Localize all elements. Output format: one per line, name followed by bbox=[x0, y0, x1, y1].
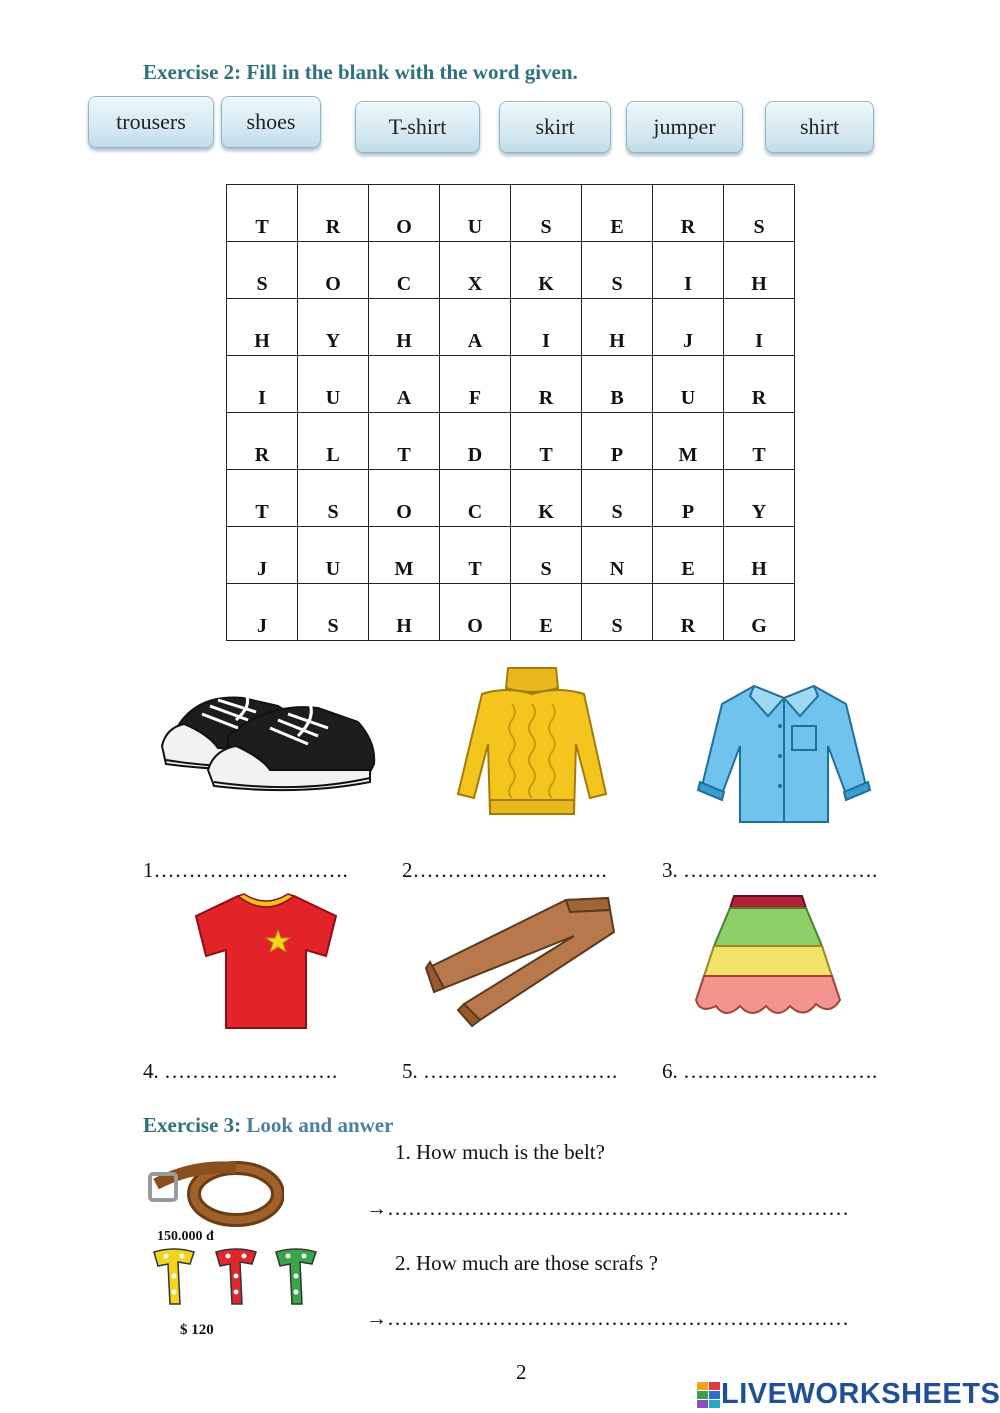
grid-cell[interactable]: U bbox=[653, 356, 724, 413]
grid-cell[interactable]: J bbox=[227, 527, 298, 584]
belt-picture bbox=[144, 1150, 284, 1232]
trousers-picture bbox=[424, 892, 620, 1032]
grid-cell[interactable]: M bbox=[653, 413, 724, 470]
grid-cell[interactable]: R bbox=[227, 413, 298, 470]
grid-cell[interactable]: T bbox=[227, 185, 298, 242]
answer-line-1[interactable]: →………………………………………………………… bbox=[366, 1196, 849, 1220]
grid-cell[interactable]: R bbox=[298, 185, 369, 242]
question-2: 2. How much are those scrafs ? bbox=[395, 1251, 658, 1275]
grid-row bbox=[227, 242, 795, 299]
grid-cell[interactable]: O bbox=[298, 242, 369, 299]
shoes-picture bbox=[158, 676, 380, 806]
grid-cell[interactable]: U bbox=[298, 527, 369, 584]
blank-3[interactable]: 3. ………………………. bbox=[662, 858, 878, 882]
grid-cell[interactable]: Y bbox=[298, 299, 369, 356]
word-search-grid bbox=[226, 184, 795, 641]
grid-cell[interactable]: I bbox=[227, 356, 298, 413]
grid-cell[interactable]: S bbox=[582, 584, 653, 641]
grid-cell[interactable]: T bbox=[440, 527, 511, 584]
question-1: 1. How much is the belt? bbox=[395, 1140, 605, 1164]
grid-cell[interactable]: P bbox=[653, 470, 724, 527]
grid-cell[interactable]: R bbox=[653, 584, 724, 641]
grid-row bbox=[227, 356, 795, 413]
grid-cell[interactable]: J bbox=[653, 299, 724, 356]
word-chip-tshirt[interactable]: T-shirt bbox=[355, 101, 480, 153]
tshirt-picture bbox=[186, 890, 346, 1034]
page-number: 2 bbox=[516, 1360, 527, 1384]
grid-cell[interactable]: S bbox=[582, 470, 653, 527]
grid-cell[interactable]: T bbox=[227, 470, 298, 527]
grid-cell[interactable]: N bbox=[582, 527, 653, 584]
blank-4[interactable]: 4. ……………………. bbox=[143, 1059, 338, 1083]
grid-cell[interactable]: R bbox=[724, 356, 795, 413]
grid-cell[interactable]: P bbox=[582, 413, 653, 470]
grid-cell[interactable]: I bbox=[511, 299, 582, 356]
exercise-3-label: Exercise 3: bbox=[143, 1113, 242, 1137]
shirt-picture bbox=[696, 676, 871, 826]
grid-row bbox=[227, 470, 795, 527]
grid-cell[interactable]: Y bbox=[724, 470, 795, 527]
blank-6[interactable]: 6. ………………………. bbox=[662, 1059, 878, 1083]
grid-cell[interactable]: O bbox=[369, 185, 440, 242]
grid-cell[interactable]: O bbox=[440, 584, 511, 641]
grid-cell[interactable]: S bbox=[227, 242, 298, 299]
grid-cell[interactable]: S bbox=[511, 185, 582, 242]
exercise-3-instruction: Look and anwer bbox=[246, 1113, 394, 1137]
grid-cell[interactable]: O bbox=[369, 470, 440, 527]
grid-cell[interactable]: T bbox=[511, 413, 582, 470]
grid-cell[interactable]: E bbox=[511, 584, 582, 641]
grid-cell[interactable]: I bbox=[653, 242, 724, 299]
grid-cell[interactable]: T bbox=[369, 413, 440, 470]
grid-cell[interactable]: A bbox=[440, 299, 511, 356]
grid-cell[interactable]: D bbox=[440, 413, 511, 470]
grid-cell[interactable]: U bbox=[298, 356, 369, 413]
grid-cell[interactable]: A bbox=[369, 356, 440, 413]
exercise-3-title bbox=[143, 1113, 393, 1138]
grid-cell[interactable]: B bbox=[582, 356, 653, 413]
grid-row bbox=[227, 185, 795, 242]
grid-cell[interactable]: M bbox=[369, 527, 440, 584]
grid-cell[interactable]: H bbox=[369, 584, 440, 641]
grid-cell[interactable]: F bbox=[440, 356, 511, 413]
grid-cell[interactable]: I bbox=[724, 299, 795, 356]
grid-cell[interactable]: U bbox=[440, 185, 511, 242]
grid-cell[interactable]: C bbox=[369, 242, 440, 299]
grid-cell[interactable]: J bbox=[227, 584, 298, 641]
blank-1[interactable]: 1………………………. bbox=[143, 858, 348, 882]
grid-cell[interactable]: H bbox=[724, 242, 795, 299]
grid-cell[interactable]: H bbox=[227, 299, 298, 356]
grid-row bbox=[227, 527, 795, 584]
word-chip-jumper[interactable]: jumper bbox=[626, 101, 743, 153]
grid-cell[interactable]: X bbox=[440, 242, 511, 299]
word-chip-skirt[interactable]: skirt bbox=[499, 101, 611, 153]
grid-cell[interactable]: E bbox=[653, 527, 724, 584]
grid-cell[interactable]: S bbox=[511, 527, 582, 584]
grid-cell[interactable]: S bbox=[724, 185, 795, 242]
grid-cell[interactable]: G bbox=[724, 584, 795, 641]
grid-row bbox=[227, 413, 795, 470]
blank-5[interactable]: 5. ………………………. bbox=[402, 1059, 618, 1083]
grid-row bbox=[227, 299, 795, 356]
grid-cell[interactable]: L bbox=[298, 413, 369, 470]
word-chip-shirt[interactable]: shirt bbox=[765, 101, 874, 153]
grid-cell[interactable]: K bbox=[511, 242, 582, 299]
grid-cell[interactable]: S bbox=[582, 242, 653, 299]
word-chip-trousers[interactable]: trousers bbox=[88, 96, 214, 148]
answer-line-2[interactable]: →………………………………………………………… bbox=[366, 1306, 849, 1330]
word-chip-shoes[interactable]: shoes bbox=[221, 96, 321, 148]
grid-cell[interactable]: T bbox=[724, 413, 795, 470]
grid-cell[interactable]: S bbox=[298, 470, 369, 527]
grid-cell[interactable]: C bbox=[440, 470, 511, 527]
exercise-2-title: Exercise 2: Fill in the blank with the word given. bbox=[143, 60, 578, 84]
grid-cell[interactable]: H bbox=[369, 299, 440, 356]
grid-row bbox=[227, 584, 795, 641]
scarves-picture bbox=[148, 1246, 330, 1310]
liveworksheets-watermark bbox=[697, 1378, 1000, 1411]
grid-cell[interactable]: E bbox=[582, 185, 653, 242]
skirt-picture bbox=[694, 890, 842, 1024]
liveworksheets-text: LIVEWORKSHEETS bbox=[721, 1378, 1000, 1410]
grid-cell[interactable]: S bbox=[298, 584, 369, 641]
grid-cell[interactable]: H bbox=[724, 527, 795, 584]
liveworksheets-logo-icon bbox=[697, 1382, 721, 1408]
grid-cell[interactable]: R bbox=[511, 356, 582, 413]
belt-price: 150.000 đ bbox=[157, 1229, 214, 1244]
grid-cell[interactable]: R bbox=[653, 185, 724, 242]
jumper-picture bbox=[452, 664, 612, 822]
blank-2[interactable]: 2………………………. bbox=[402, 858, 607, 882]
scarf-price: $ 120 bbox=[180, 1322, 214, 1338]
grid-cell[interactable]: H bbox=[582, 299, 653, 356]
grid-cell[interactable]: K bbox=[511, 470, 582, 527]
